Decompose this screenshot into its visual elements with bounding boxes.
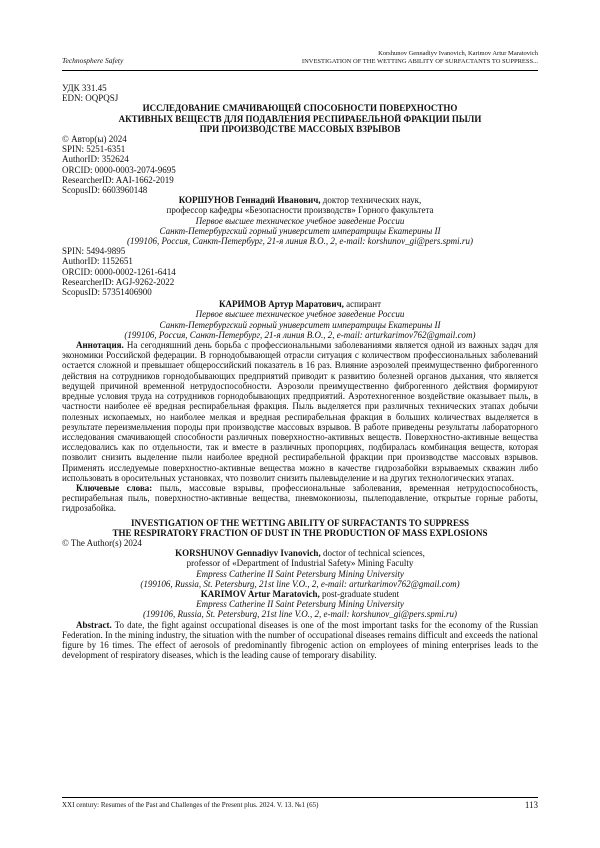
running-header-short-title: INVESTIGATION OF THE WETTING ABILITY OF SURFACTANTS TO SUPPRESS... bbox=[301, 58, 538, 65]
author1-spin: SPIN: 5251-6351 bbox=[62, 144, 126, 155]
abstract-en-label: Abstract. bbox=[76, 619, 112, 630]
author1-scopusid: ScopusID: 6603960148 bbox=[62, 185, 148, 196]
title-en-line-1: INVESTIGATION OF THE WETTING ABILITY OF SURFACTANTS TO SUPPRESS bbox=[131, 517, 469, 528]
copyright-ru: © Автор(ы) 2024 bbox=[62, 134, 127, 145]
title-ru-line-2: АКТИВНЫХ ВЕЩЕСТВ ДЛЯ ПОДАВЛЕНИЯ РЕСПИРАБЕЛЬНОЙ ФРАКЦИИ ПЫЛИ bbox=[118, 113, 482, 124]
footer-divider bbox=[62, 797, 538, 798]
author2-ru-address: (199106, Россия, Санкт-Петербург, 21-я линия В.О., 2, e-mail: arturkarimov762@gmail.com) bbox=[124, 329, 476, 340]
edn-code: EDN: OQPQSJ bbox=[62, 93, 119, 104]
abstract-en bbox=[62, 620, 538, 661]
article-body bbox=[62, 83, 538, 660]
abstract-en-text: To date, the fight against occupational diseases is one of the most important tasks for the economy of the Russian Federation. In the mining industry, the situation with the number of occupational diseases remains difficult and exceeds the national figure by 16 times. The effect of aerosols of predominantly fibrogenic action on employees of mining enterprises leads to the development of respiratory diseases, which is the leading cause of temporary disability. bbox=[62, 619, 538, 661]
author1-en-degree: doctor of technical sciences, bbox=[320, 548, 425, 559]
author1-en-affiliation: Empress Catherine II Saint Petersburg Mining University bbox=[196, 568, 404, 579]
author2-scopusid: ScopusID: 57351406900 bbox=[62, 287, 152, 298]
author1-ru-degree: доктор технических наук, bbox=[320, 195, 422, 206]
author2-en-address: (199106, Russia, St. Petersburg, 21st line V.O., 2, e-mail: korshunov_gi@pers.spmi.ru) bbox=[142, 609, 457, 620]
author2-orcid: ORCID: 0000-0002-1261-6414 bbox=[62, 266, 176, 277]
author1-ru-affiliation-1: Первое высшее техническое учебное заведение России bbox=[195, 215, 405, 226]
author2-en-name: KARIMOV Artur Maratovich, bbox=[200, 588, 320, 599]
keywords-ru-label: Ключевые слова: bbox=[76, 482, 153, 493]
title-en-line-2: THE RESPIRATORY FRACTION OF DUST IN THE PRODUCTION OF MASS EXPLOSIONS bbox=[112, 527, 488, 538]
page-number: 113 bbox=[524, 800, 538, 810]
author1-authorid: AuthorID: 352624 bbox=[62, 154, 129, 165]
author2-en-heading bbox=[62, 589, 538, 599]
author1-researcherid: ResearcherID: AAI-1662-2019 bbox=[62, 174, 174, 185]
abstract-ru bbox=[62, 340, 538, 483]
journal-citation: XXI century: Resumes of the Past and Challenges of the Present plus. 2024. V. 13. №1 (65) bbox=[62, 801, 319, 809]
author1-en-address: (199106, Russia, St. Petersburg, 21st line V.O., 2, e-mail: arturkarimov762@gmail.com) bbox=[140, 578, 460, 589]
author2-en-degree: post-graduate student bbox=[319, 588, 400, 599]
keywords-ru bbox=[62, 483, 538, 514]
copyright-en: © The Author(s) 2024 bbox=[62, 537, 142, 548]
header-divider bbox=[62, 70, 538, 71]
abstract-ru-text: На сегодняшний день борьба с профессиональными заболеваниями является одной из важных задач для экономики Российской федерации. В горнодобывающей отрасли ситуация с количеством профессиональных заболеваний остается сложной и превышает общероссийский показатель в 16 раз. Влияние аэрозолей преимущественно фиброгенного действия на сотрудников горнодобывающих предприятий приводит к развитию болезней органов дыхания, что является ведущей причиной временной нетрудоспособности. Аэрозоли преимущественно фиброгенного действия формируют вредные условия труда на сотрудников горнодобывающих предприятий. Аэротехногенное воздействие оказывает пыль, в частности наиболее её вредная респирабельная фракция. Пыль выделяется при различных технических этапах добычи полезных ископаемых, но наиболее мелкая и вредная респирабельная фракция в больших количествах выделяется в результате переизмельчения породы при производстве массовых взрывов. В работе приведены результаты лабораторного исследования смачивающей способности различных поверхностно-активных веществ. Поверхностно-активные вещества исследовались как по отдельности, так и вместе в различных пропорциях, подбиралась комбинация веществ, которая позволит снизить выделение пыли наиболее вредной респирабельной фракции при производстве массовых взрывов. Применять исследуемые поверхностно-активные вещества можно в качестве гидрозабойки взрываемых скважин либо использовать в оросительных установках, что позволит снизить пылевыделение и на других технологических этапах. bbox=[62, 340, 538, 483]
abstract-ru-label: Аннотация. bbox=[76, 340, 124, 351]
udk-code: УДК 331.45 bbox=[62, 83, 107, 93]
author1-en-position: professor of «Department of Industrial Safety» Mining Faculty bbox=[186, 558, 414, 569]
author2-ru-degree: аспирант bbox=[343, 299, 382, 310]
author1-ru-position: профессор кафедры «Безопасности производств» Горного факультета bbox=[166, 205, 434, 216]
author2-ru-name: КАРИМОВ Артур Маратович, bbox=[218, 299, 344, 310]
author2-ru-affiliation-2: Санкт-Петербургский горный университет императрицы Екатерины II bbox=[159, 319, 441, 330]
author2-researcherid: ResearcherID: AGJ-9262-2022 bbox=[62, 276, 175, 287]
author1-en-heading bbox=[62, 548, 538, 558]
author1-ru-affiliation-2: Санкт-Петербургский горный университет императрицы Екатерины II bbox=[159, 225, 441, 236]
author1-ru-heading bbox=[62, 195, 538, 205]
author2-spin: SPIN: 5494-9895 bbox=[62, 246, 126, 257]
author1-ru-address: (199106, Россия, Санкт-Петербург, 21-я линия В.О., 2, e-mail: korshunov_gi@pers.spmi.ru) bbox=[127, 236, 473, 247]
author2-ru-heading bbox=[62, 299, 538, 309]
author2-en-affiliation: Empress Catherine II Saint Petersburg Mining University bbox=[196, 599, 404, 610]
running-header-authors bbox=[302, 50, 538, 66]
author2-ru-affiliation-1: Первое высшее техническое учебное заведение России bbox=[195, 309, 405, 320]
author1-en-name: KORSHUNOV Gennadiyv Ivanovich, bbox=[175, 548, 321, 559]
running-header-author-names: Korshunov Gennadiyv Ivanovich, Karimov Artur Maratovich bbox=[378, 50, 538, 57]
running-header-section: Technosphere Safety bbox=[62, 56, 124, 65]
title-ru-line-3: ПРИ ПРОИЗВОДСТВЕ МАССОВЫХ ВЗРЫВОВ bbox=[199, 123, 401, 134]
author1-orcid: ORCID: 0000-0003-2074-9695 bbox=[62, 164, 176, 175]
title-ru-line-1: ИССЛЕДОВАНИЕ СМАЧИВАЮЩЕЙ СПОСОБНОСТИ ПОВЕРХНОСТНО bbox=[142, 103, 458, 114]
keywords-ru-text: пыль, массовые взрывы, профессиональные заболевания, временная нетрудоспособность, респирабельная пыль, поверхностно-активные вещества, пневмокониозы, пылеподавление, открытые горные работы, гидрозабойка. bbox=[62, 482, 538, 514]
author2-authorid: AuthorID: 1152651 bbox=[62, 256, 133, 267]
author1-ru-name: КОРШУНОВ Геннадий Иванович, bbox=[178, 195, 321, 206]
